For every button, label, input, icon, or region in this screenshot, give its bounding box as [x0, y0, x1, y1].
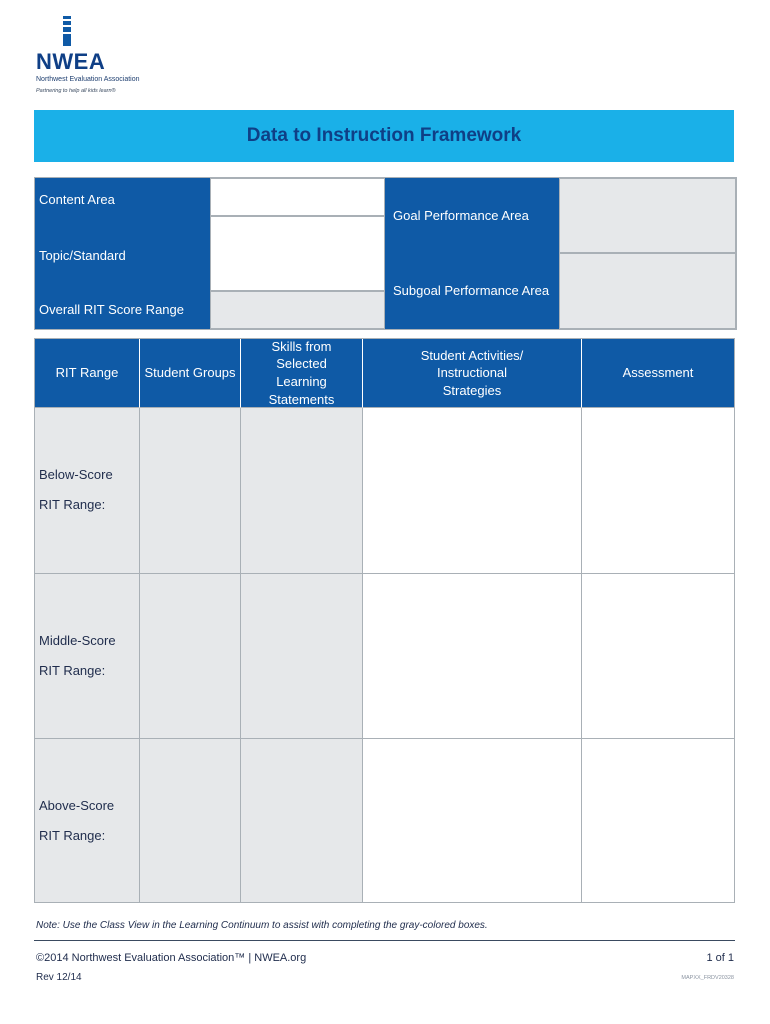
row-label-line2: RIT Range: — [39, 663, 106, 678]
row-label-line2: RIT Range: — [39, 828, 106, 843]
goal-performance-field[interactable] — [559, 178, 736, 253]
logo-org-name: Northwest Evaluation Association — [36, 76, 140, 83]
activities-cell[interactable] — [363, 408, 582, 574]
content-area-label: Content Area — [39, 192, 115, 207]
title-banner — [34, 110, 734, 162]
header-activities: Student Activities/ Instructional Strategies — [363, 339, 582, 408]
assessment-cell[interactable] — [582, 408, 734, 574]
footnote: Note: Use the Class View in the Learning Continuum to assist with completing the gray-colored boxes. — [36, 920, 488, 931]
student-groups-cell[interactable] — [140, 408, 241, 574]
header-assessment: Assessment — [582, 339, 734, 408]
logo-name: NWEA — [36, 49, 106, 74]
table-row-rit-range[interactable] — [35, 574, 140, 739]
info-section — [34, 177, 737, 330]
assessment-cell[interactable] — [582, 574, 734, 739]
subgoal-performance-label: Subgoal Performance Area — [393, 283, 550, 298]
row-label-line1: Above-Score — [39, 798, 115, 813]
document-code: MAPXX_FRDV20328 — [681, 975, 734, 981]
page-title: Data to Instruction Framework — [246, 125, 522, 146]
row-label-line2: RIT Range: — [39, 497, 106, 512]
skills-cell[interactable] — [241, 574, 363, 739]
skills-cell[interactable] — [241, 739, 363, 902]
table-row-rit-range[interactable] — [35, 739, 140, 902]
topic-standard-field[interactable] — [210, 216, 385, 291]
header-rit-range: RIT Range — [35, 339, 140, 408]
framework-table — [34, 338, 735, 903]
skills-cell[interactable] — [241, 408, 363, 574]
activities-cell[interactable] — [363, 739, 582, 902]
footer-divider — [34, 940, 735, 941]
goal-labels-panel — [385, 178, 559, 329]
topic-standard-label: Topic/Standard — [39, 248, 126, 263]
activities-cell[interactable] — [363, 574, 582, 739]
row-label-line1: Middle-Score — [39, 633, 116, 648]
subgoal-performance-field[interactable] — [559, 253, 736, 329]
logo-tagline: Partnering to help all kids learn® — [36, 88, 116, 94]
header-skills: Skills from Selected Learning Statements — [241, 339, 363, 408]
header-student-groups: Student Groups — [140, 339, 241, 408]
revision-text: Rev 12/14 — [36, 972, 82, 983]
overall-rit-field[interactable] — [210, 291, 385, 329]
page-number: 1 of 1 — [706, 952, 734, 964]
table-row-rit-range[interactable] — [35, 408, 140, 574]
nwea-logo — [36, 16, 156, 102]
row-label-line1: Below-Score — [39, 467, 113, 482]
overall-rit-label: Overall RIT Score Range — [39, 302, 184, 317]
assessment-cell[interactable] — [582, 739, 734, 902]
goal-performance-label: Goal Performance Area — [393, 208, 529, 223]
content-area-field[interactable] — [210, 178, 385, 216]
copyright-text: ©2014 Northwest Evaluation Association™ | NWEA.org — [36, 952, 307, 964]
student-groups-cell[interactable] — [140, 574, 241, 739]
student-groups-cell[interactable] — [140, 739, 241, 902]
